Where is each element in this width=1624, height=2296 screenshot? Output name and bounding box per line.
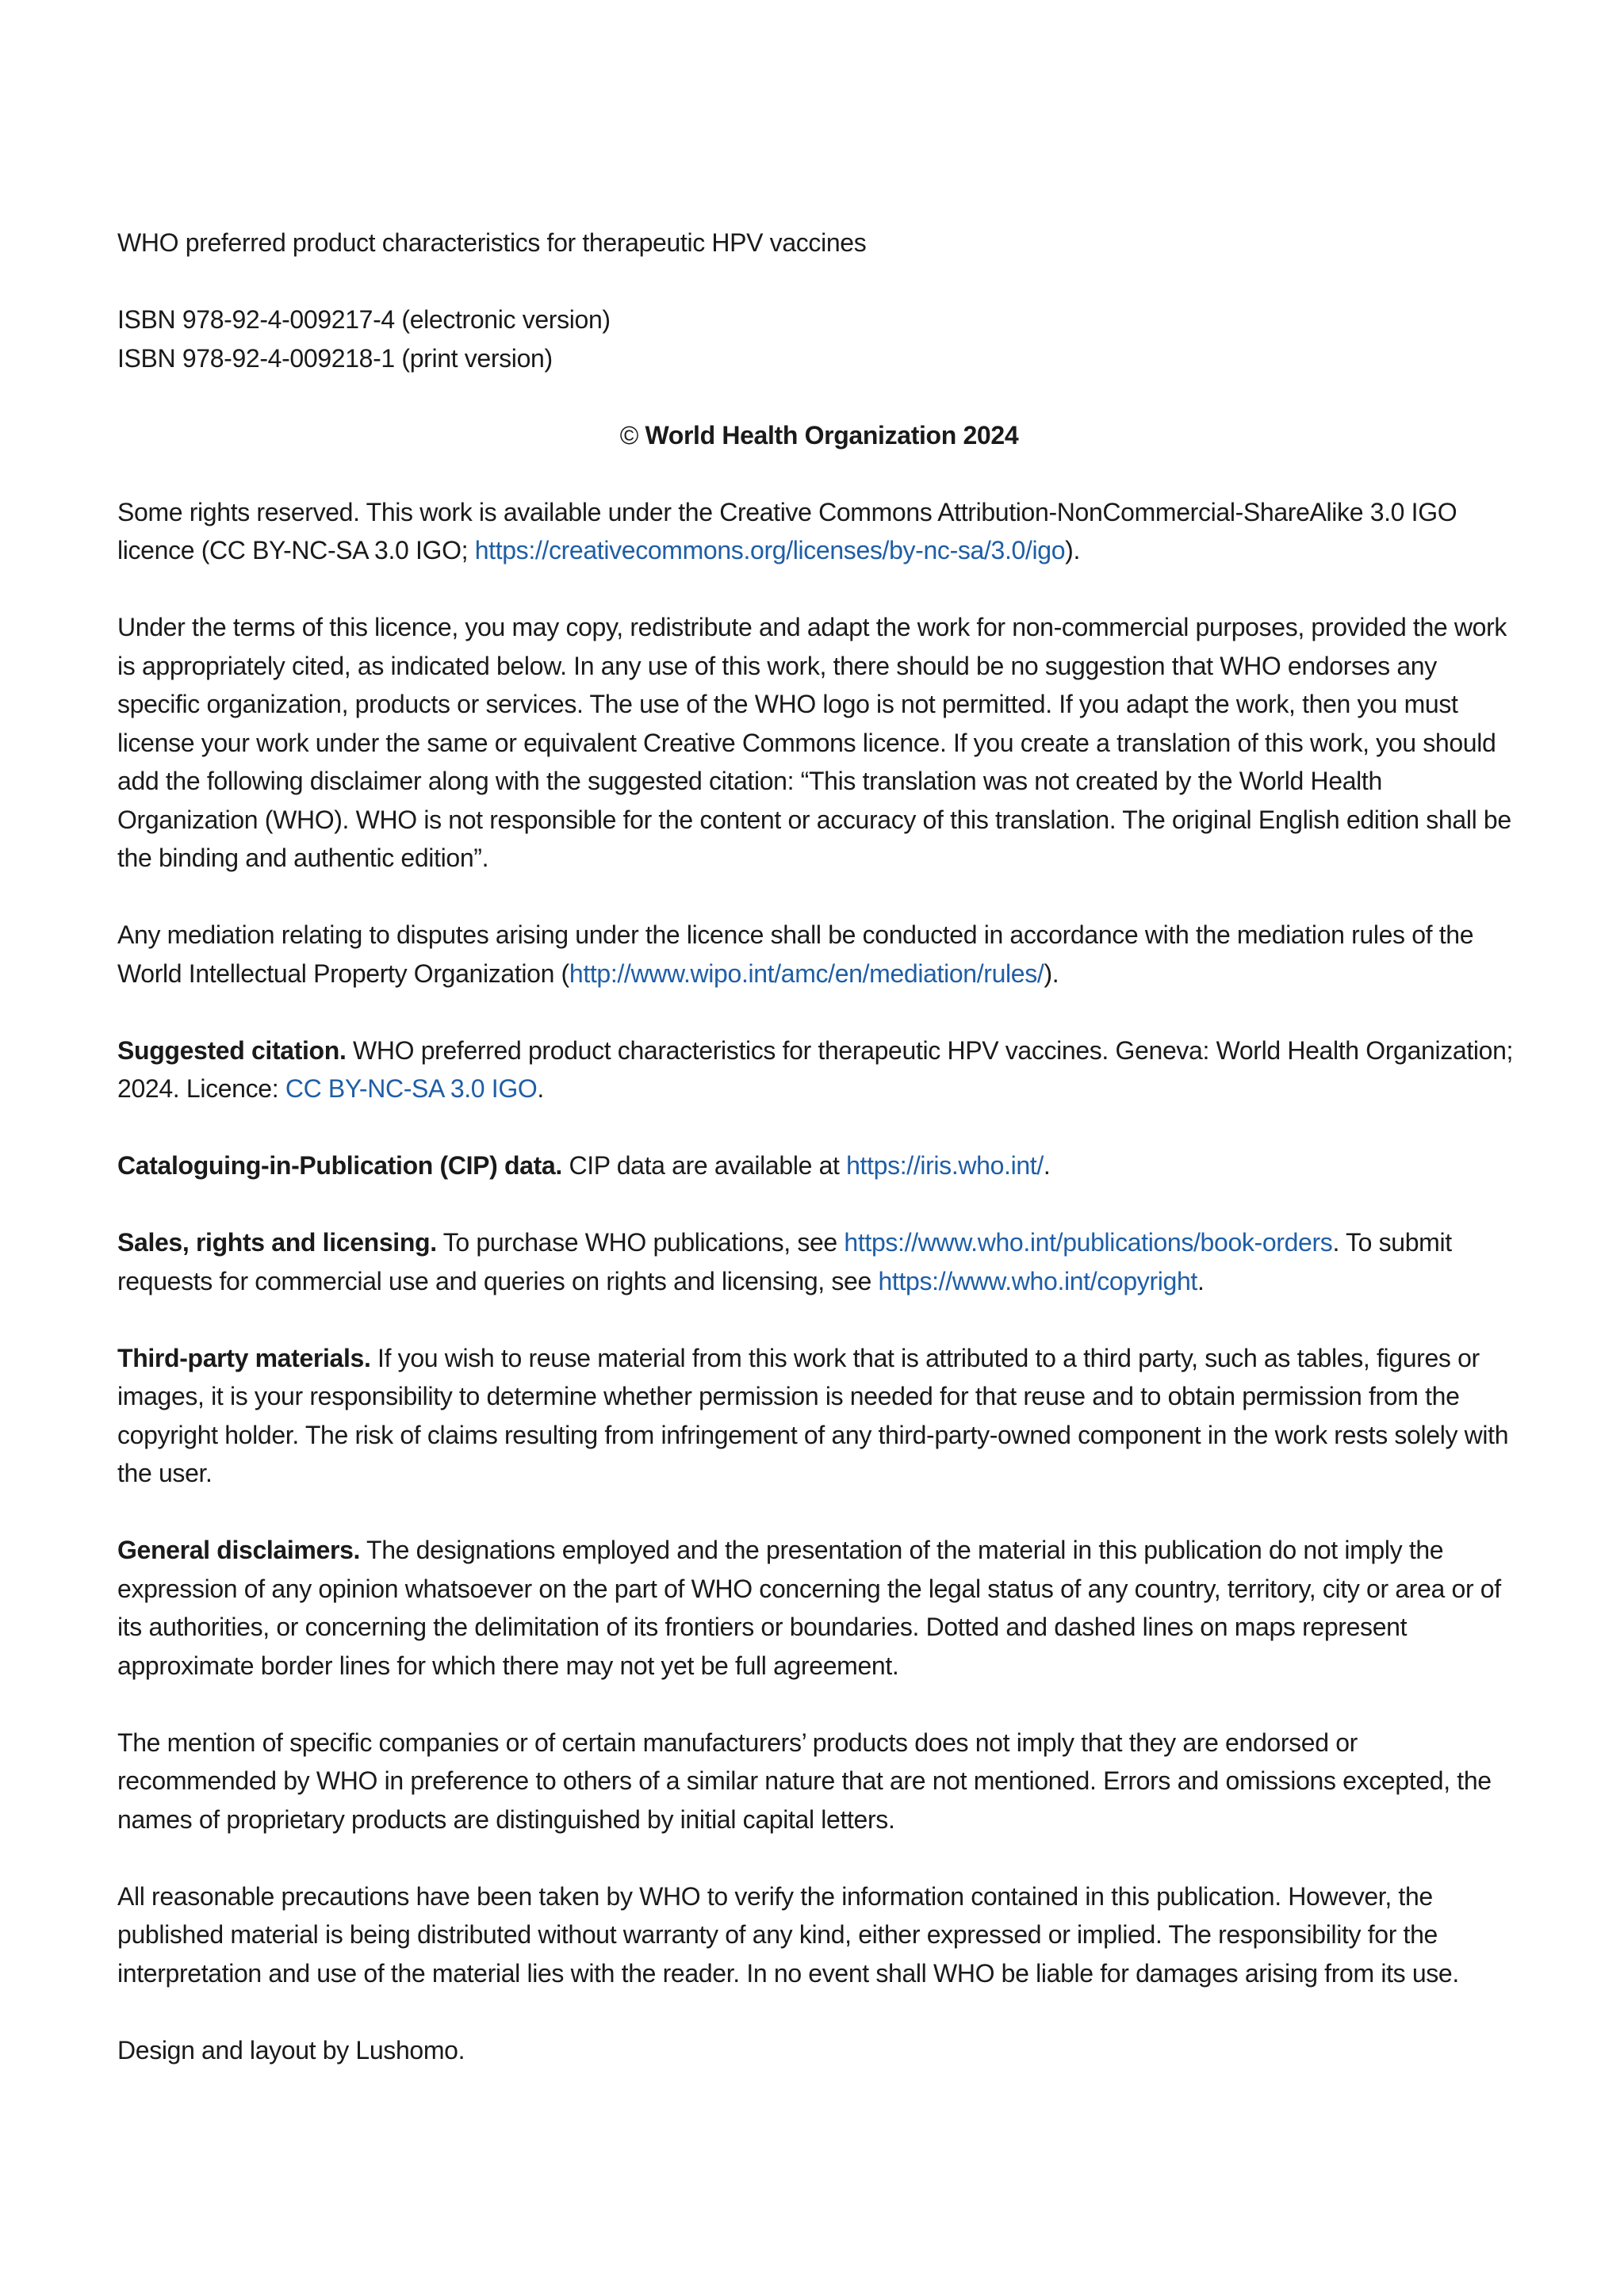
cip-text: CIP data are available at — [561, 1151, 847, 1180]
citation-licence-link[interactable]: CC BY-NC-SA 3.0 IGO — [285, 1074, 538, 1103]
copyright-page — [117, 224, 1521, 2069]
rights-text: Some rights reserved. This work is available under the Creative Commons Attribution-NonCommercial-ShareAlike 3.0 IGO licence (CC BY-NC-SA 3.0 IGO; — [117, 497, 1457, 564]
mediation-text: Any mediation relating to disputes arising under the licence shall be conducted in accordance with the mediation rules of the World Intellectual Property Organization ( — [117, 920, 1474, 988]
rights-text-end: ). — [1065, 536, 1081, 564]
copyright-link[interactable]: https://www.who.int/copyright — [878, 1266, 1197, 1295]
mediation-paragraph — [117, 916, 1521, 993]
iris-link[interactable]: https://iris.who.int/ — [846, 1151, 1044, 1180]
third-party-text: If you wish to reuse material from this work that is attributed to a third party, such as tables, figures or images, it is your responsibility to determine whether permission is needed for that reuse and to obtain permission from the copyright holder. The risk of claims resulting from infringement of any third-party-owned component in the work rests solely with the user. — [117, 1343, 1509, 1487]
terms-paragraph: Under the terms of this licence, you may copy, redistribute and adapt the work for non-commercial purposes, provided the work is appropriately cited, as indicated below. In any use of this work, there should be no suggestion that WHO endorses any specific organization, products or services. The use of the WHO logo is not permitted. If you adapt the work, then you must license your work under the same or equivalent Creative Commons licence. If you create a translation of this work, you should add the following disclaimer along with the suggested citation: “This translation was not created by the World Health Organization (WHO). WHO is not responsible for the content or accuracy of this translation. The original English edition shall be the binding and authentic edition”. — [117, 613, 1511, 872]
copyright-symbol: © — [619, 420, 638, 450]
citation-text: WHO preferred product characteristics for therapeutic HPV vaccines. Geneva: World Health Organization; 2024. Licence: — [117, 1035, 1514, 1103]
citation-text-end: . — [537, 1074, 544, 1103]
copyright-holder: World Health Organization 2024 — [645, 420, 1019, 450]
rights-paragraph — [117, 493, 1521, 570]
design-credit: Design and layout by Lushomo. — [117, 2035, 465, 2064]
disclaimers-heading: General disclaimers. — [117, 1536, 361, 1564]
companies-paragraph: The mention of specific companies or of certain manufacturers’ products does not imply that they are endorsed or recommended by WHO in preference to others of a similar nature that are not mentioned. Errors and omissions excepted, the names of proprietary products are distinguished by initial capital letters. — [117, 1728, 1492, 1834]
cip-text-end: . — [1043, 1151, 1051, 1180]
disclaimers-text: The designations employed and the presentation of the material in this publication do not imply the expression of any opinion whatsoever on the part of WHO concerning the legal status of any country, territory, city or area or of its authorities, or concerning the delimitation of its frontiers or boundaries. Dotted and dashed lines on maps represent approximate border lines for which there may not yet be full agreement. — [117, 1536, 1501, 1680]
wipo-mediation-link[interactable]: http://www.wipo.int/amc/en/mediation/rules/ — [569, 959, 1044, 988]
mediation-text-end: ). — [1044, 959, 1059, 988]
citation-paragraph — [117, 1031, 1521, 1108]
citation-heading: Suggested citation. — [117, 1035, 347, 1065]
cc-licence-link[interactable]: https://creativecommons.org/licenses/by-nc-sa/3.0/igo — [474, 536, 1066, 564]
book-orders-link[interactable]: https://www.who.int/publications/book-orders — [844, 1228, 1333, 1257]
sales-paragraph — [117, 1223, 1521, 1300]
copyright-notice — [117, 416, 1521, 455]
isbn-electronic: ISBN 978-92-4-009217-4 (electronic version) — [117, 305, 611, 334]
publication-title: WHO preferred product characteristics for therapeutic HPV vaccines — [117, 228, 867, 257]
sales-text: To purchase WHO publications, see — [436, 1228, 845, 1257]
disclaimers-paragraph — [117, 1531, 1521, 1685]
isbn-print: ISBN 978-92-4-009218-1 (print version) — [117, 343, 553, 373]
third-party-heading: Third-party materials. — [117, 1343, 371, 1372]
cip-heading: Cataloguing-in-Publication (CIP) data. — [117, 1151, 562, 1180]
precautions-paragraph: All reasonable precautions have been taken by WHO to verify the information contained in this publication. However, the published material is being distributed without warranty of any kind, either expressed or implied. The responsibility for the interpretation and use of the material lies with the reader. In no event shall WHO be liable for damages arising from its use. — [117, 1881, 1459, 1988]
sales-text-middle: . To submit requests for commercial use and queries on rights and licensing, see — [117, 1228, 1452, 1295]
cip-paragraph — [117, 1146, 1521, 1185]
sales-text-end: . — [1197, 1266, 1205, 1295]
sales-heading: Sales, rights and licensing. — [117, 1228, 437, 1257]
third-party-paragraph — [117, 1339, 1521, 1493]
